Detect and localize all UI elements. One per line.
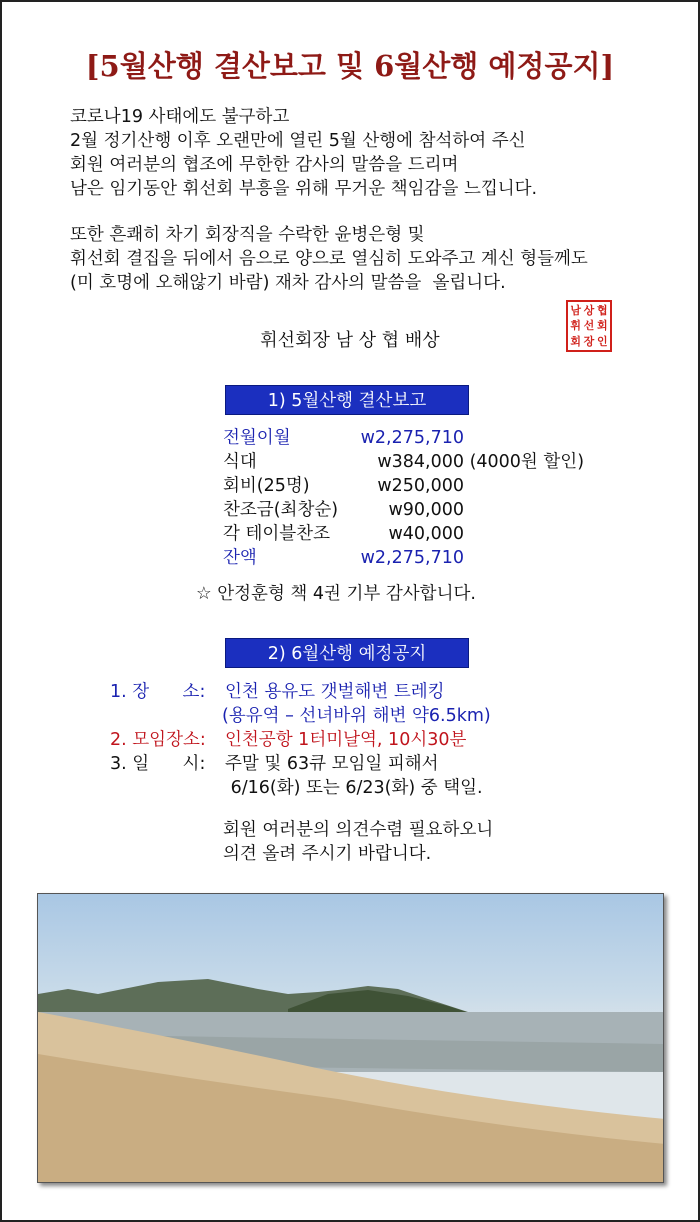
beach-photo (37, 893, 664, 1183)
intro-line: 남은 임기동안 휘선회 부흥을 위해 무거운 책임감을 느낍니다. (70, 179, 538, 199)
ledger-item: 식대 (223, 452, 257, 472)
ledger-amount: w40,000 (388, 524, 464, 544)
ledger-item: 찬조금(최창순) (223, 500, 339, 520)
meeting-key: 2. 모임장소: (110, 730, 206, 750)
ledger-item: 각 테이블찬조 (223, 524, 330, 544)
ledger-item: 전월이월 (223, 428, 291, 448)
date-sub: 6/16(화) 또는 6/23(화) 중 택일. (225, 778, 483, 798)
ledger-amount: w384,000 (377, 452, 464, 472)
thanks-line: 휘선회 결집을 뒤에서 음으로 양으로 열심히 도와주고 계신 형들께도 (70, 249, 588, 269)
place-sub: (용유역 – 선녀바위 해변 약6.5km) (222, 706, 491, 726)
thanks-line: (미 호명에 오해않기 바람) 재차 감사의 말씀을 올립니다. (70, 273, 506, 293)
closing-line: 의견 올려 주시기 바랍니다. (223, 844, 432, 864)
ledger-amount: w90,000 (388, 500, 464, 520)
intro-line: 코로나19 사태에도 불구하고 (70, 107, 290, 127)
red-seal-stamp: 남 상 협 휘 선 회 회 장 인 (566, 300, 612, 352)
ledger-item: 회비(25명) (223, 476, 310, 496)
place-value: 인천 용유도 갯벌해변 트레킹 (225, 682, 445, 702)
page-title: [5월산행 결산보고 및 6월산행 예정공지] (85, 49, 615, 83)
footnote: ☆ 안정훈형 책 4권 기부 감사합니다. (196, 584, 476, 604)
date-key: 3. 일 시: (110, 754, 206, 774)
meeting-value: 인천공항 1터미날역, 10시30분 (225, 730, 467, 750)
intro-line: 회원 여러분의 협조에 무한한 감사의 말씀을 드리며 (70, 155, 459, 175)
ledger-item: 잔액 (223, 548, 257, 568)
ledger-amount: w2,275,710 (360, 548, 464, 568)
place-key: 1. 장 소: (110, 682, 206, 702)
section1-label: 1) 5월산행 결산보고 (225, 385, 469, 415)
ledger-amount: w2,275,710 (360, 428, 464, 448)
section2-label: 2) 6월산행 예정공지 (225, 638, 469, 668)
signature: 휘선회장 남 상 협 배상 (260, 330, 440, 351)
thanks-line: 또한 흔쾌히 차기 회장직을 수락한 윤병은형 및 (70, 225, 425, 245)
ledger-note: (4000원 할인) (464, 452, 585, 472)
date-value: 주말 및 63큐 모임일 피해서 (225, 754, 439, 774)
closing-line: 회원 여러분의 의견수렴 필요하오니 (223, 820, 494, 840)
ledger-amount: w250,000 (377, 476, 464, 496)
intro-line: 2월 정기산행 이후 오랜만에 열린 5월 산행에 참석하여 주신 (70, 131, 526, 151)
